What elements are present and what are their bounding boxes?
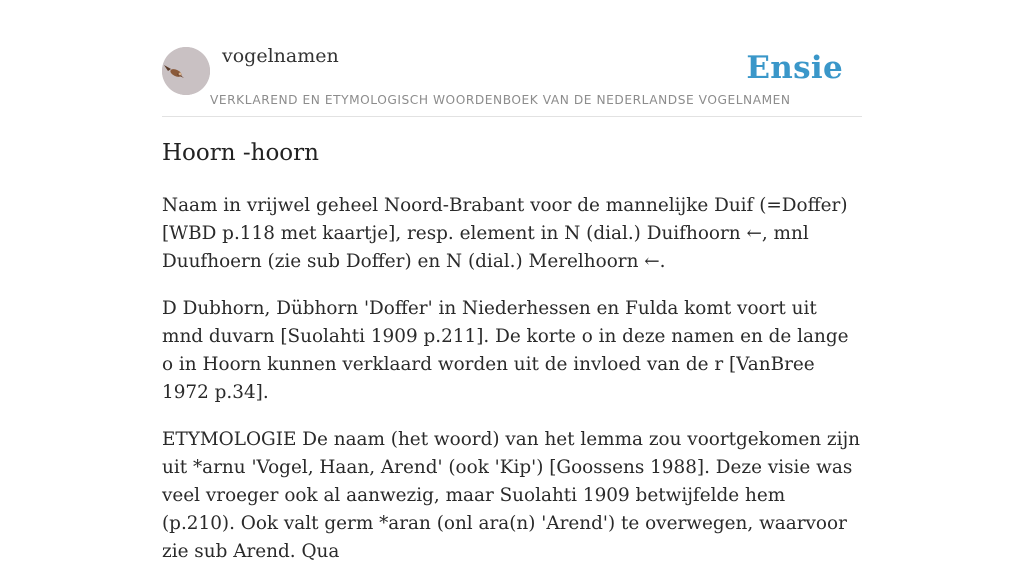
bird-silhouette-icon <box>162 47 210 95</box>
site-name-link[interactable]: vogelnamen <box>222 45 339 67</box>
article-paragraph: D Dubhorn, Dübhorn 'Doffer' in Niederhessen en Fulda komt voort uit mnd duvarn [Suolahti 1909 p.211]. De korte o in deze namen en de lange o in Hoorn kunnen verklaard worden uit de invloed van de r [VanBree 1972 p.34]. <box>162 298 849 403</box>
article-body <box>162 192 862 585</box>
article-paragraph: ETYMOLOGIE De naam (het woord) van het lemma zou voortgekomen zijn uit *arnu 'Vogel, Haan, Arend' (ook 'Kip') [Goossens 1988]. Deze visie was veel vroeger ook al aanwezig, maar Suolahti 1909 betwijfelde hem (p.210). Ook valt germ *aran (onl ara(n) 'Arend') te overwegen, waarvoor zie sub Arend. Qua <box>162 429 861 562</box>
bird-photo-icon[interactable] <box>162 47 210 95</box>
page <box>162 0 862 562</box>
article-paragraph: Naam in vrijwel geheel Noord-Brabant voor de mannelijke Duif (=Doffer) [WBD p.118 met kaartje], resp. element in N (dial.) Duifhoorn ←, mnl Duufhoern (zie sub Doffer) en N (dial.) Merelhoorn ←. <box>162 195 848 272</box>
site-tagline: VERKLAREND EN ETYMOLOGISCH WOORDENBOEK VAN DE NEDERLANDSE VOGELNAMEN <box>210 93 791 107</box>
brand-logo-link[interactable]: Ensie <box>746 50 843 86</box>
site-header <box>162 0 862 117</box>
page-title: Hoorn -hoorn <box>162 140 319 166</box>
